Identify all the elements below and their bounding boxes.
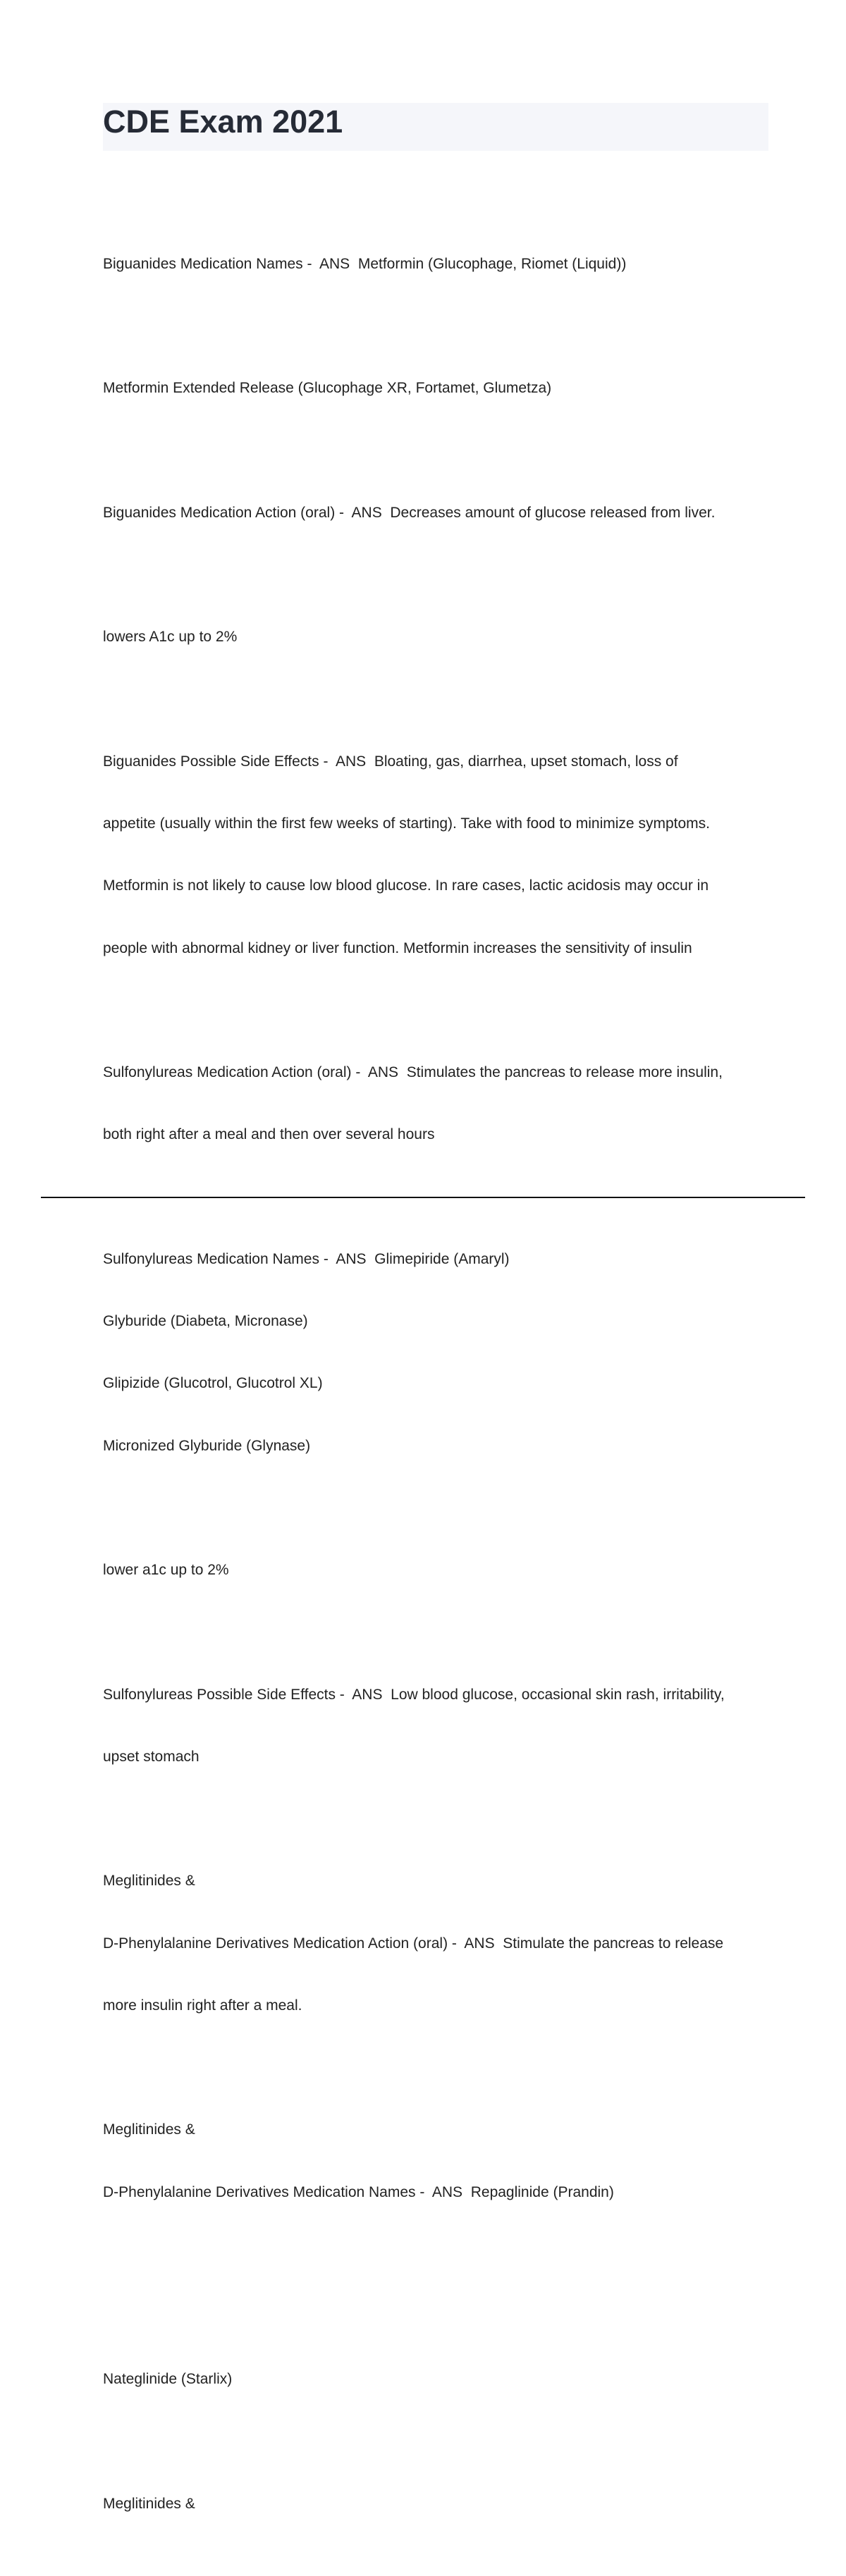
paragraph — [103, 586, 768, 689]
text-line: D-Phenylalanine Derivatives Medication Action (oral) - ANS Stimulate the pancreas to release — [103, 1935, 724, 1952]
paragraph — [103, 1643, 768, 1808]
text-line: Micronized Glyburide (Glynase) — [103, 1437, 311, 1454]
text-line: Metformin Extended Release (Glucophage XR, Fortamet, Glumetza) — [103, 380, 552, 397]
paragraph — [103, 337, 768, 440]
document-body — [103, 212, 768, 2576]
text-line: upset stomach — [103, 1748, 200, 1765]
paragraph — [103, 1830, 768, 2057]
footer-divider — [41, 1197, 805, 1198]
text-line: Glipizide (Glucotrol, Glucotrol XL) — [103, 1375, 323, 1392]
paragraph — [103, 2327, 768, 2431]
text-line: Sulfonylureas Medication Names - ANS Glimepiride (Amaryl) — [103, 1250, 510, 1267]
text-line: Metformin is not likely to cause low blood glucose. In rare cases, lactic acidosis may occur in — [103, 877, 709, 894]
paragraph — [103, 1207, 768, 1498]
text-line: lowers A1c up to 2% — [103, 629, 238, 646]
paragraph — [103, 1518, 768, 1622]
text-line: people with abnormal kidney or liver function. Metformin increases the sensitivity of insulin — [103, 939, 692, 956]
text-line: both right after a meal and then over several hours — [103, 1126, 435, 1143]
text-line: more insulin right after a meal. — [103, 1997, 302, 2014]
paragraph — [103, 2078, 768, 2244]
text-line: Biguanides Medication Names - ANS Metformin (Glucophage, Riomet (Liquid)) — [103, 255, 627, 272]
paragraph — [103, 1021, 768, 1186]
text-line: Biguanides Medication Action (oral) - ANS Decreases amount of glucose released from liver. — [103, 504, 716, 521]
text-line: Meglitinides & — [103, 2495, 195, 2512]
text-line: Meglitinides & — [103, 2121, 195, 2138]
text-line: Sulfonylureas Possible Side Effects - ANS Low blood glucose, occasional skin rash, irritability, — [103, 1686, 725, 1703]
text-line: D-Phenylalanine Derivatives Medication Names - ANS Repaglinide (Prandin) — [103, 2183, 614, 2200]
paragraph — [103, 710, 768, 1000]
text-line: Sulfonylureas Medication Action (oral) - ANS Stimulates the pancreas to release more insulin, — [103, 1064, 723, 1081]
page-gap — [103, 2264, 768, 2327]
paragraph — [103, 461, 768, 565]
paragraph — [103, 2452, 768, 2556]
text-line: Glyburide (Diabeta, Micronase) — [103, 1313, 308, 1330]
text-line: Biguanides Possible Side Effects - ANS Bloating, gas, diarrhea, upset stomach, loss of — [103, 753, 678, 770]
text-line: Meglitinides & — [103, 1873, 195, 1890]
page-title: CDE Exam 2021 — [103, 104, 343, 140]
text-line: Nateglinide (Starlix) — [103, 2371, 233, 2388]
text-line: appetite (usually within the first few weeks of starting). Take with food to minimize symptoms. — [103, 815, 710, 832]
paragraph — [103, 212, 768, 316]
text-line: lower a1c up to 2% — [103, 1562, 229, 1579]
